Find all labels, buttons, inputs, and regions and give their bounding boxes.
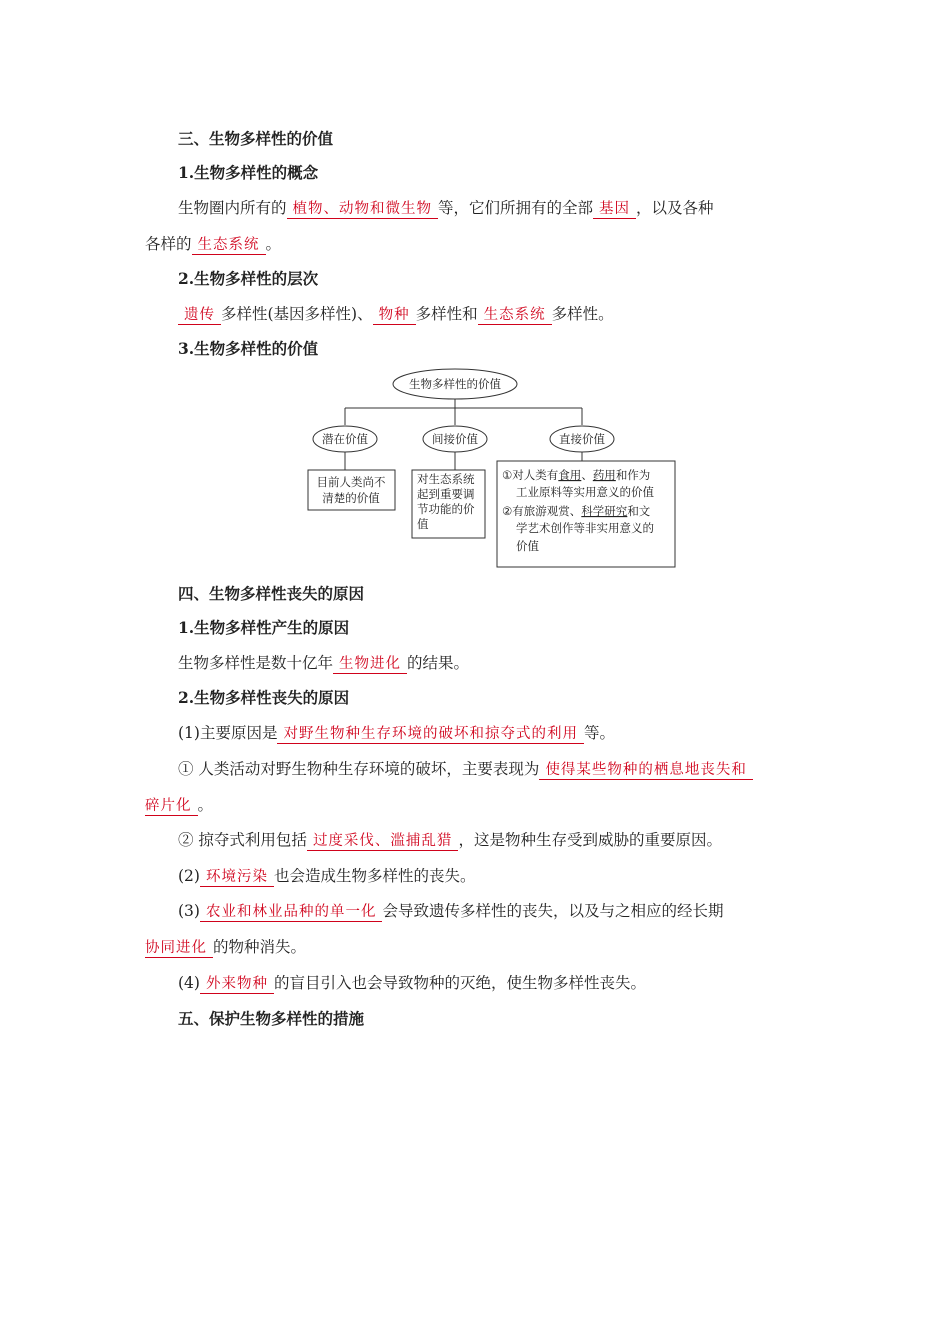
section-3-heading: 三、生物多样性的价值 [178, 129, 334, 148]
direct-desc-4: 学艺术创作等非实用意义的 [516, 521, 654, 535]
potential-label: 潜在价值 [322, 432, 368, 446]
root-label: 生物多样性的价值 [409, 377, 501, 391]
text: ② 掠夺式利用包括 [178, 831, 307, 849]
loss-p3-line-2 [0, 936, 950, 959]
text: 各样的 [145, 235, 192, 253]
origin-line [0, 652, 950, 675]
loss-p1b [0, 829, 950, 852]
loss-p1a-line-2 [0, 794, 950, 817]
loss-p1 [0, 722, 950, 745]
section-4-heading: 四、生物多样性丧失的原因 [178, 584, 365, 603]
answer-blank: 基因 [593, 201, 636, 219]
concept-line-1 [0, 197, 950, 220]
loss-p4 [0, 972, 950, 995]
text: 等，它们所拥有的全部 [438, 199, 594, 217]
text: 。 [265, 235, 282, 253]
indirect-desc-3: 节功能的价 [417, 502, 475, 516]
text: ，以及各种 [636, 199, 714, 217]
answer-blank: 生物进化 [333, 656, 407, 674]
answer-blank: 环境污染 [200, 869, 274, 887]
text: 等。 [583, 724, 615, 742]
text: 生物圈内所有的 [178, 199, 287, 217]
text: 的盲目引入也会导致物种的灭绝，使生物多样性丧失。 [273, 974, 646, 992]
text: 。 [197, 796, 214, 814]
loss-title: 2.生物多样性丧失的原因 [178, 688, 350, 707]
text: 生物多样性是数十亿年 [178, 654, 334, 672]
direct-label: 直接价值 [559, 432, 605, 446]
answer-blank: 外来物种 [200, 976, 274, 994]
value-title: 3.生物多样性的价值 [178, 339, 319, 358]
answer-blank: 协同进化 [145, 940, 213, 958]
text: 多样性和 [415, 305, 478, 323]
concept-line-2 [0, 233, 950, 256]
potential-desc-2: 清楚的价值 [322, 491, 380, 505]
loss-p1a-line-1 [0, 758, 950, 781]
text: (1)主要原因是 [178, 724, 278, 742]
answer-blank: 植物、动物和微生物 [287, 201, 439, 219]
direct-desc-2: 工业原料等实用意义的价值 [516, 485, 654, 499]
direct-desc-1: ①对人类有食用、药用和作为 [502, 468, 651, 482]
answer-blank: 生态系统 [478, 307, 552, 325]
direct-desc-5: 价值 [516, 539, 539, 553]
text: 多样性(基因多样性)、 [221, 305, 373, 323]
answer-blank: 使得某些物种的栖息地丧失和 [539, 762, 753, 780]
levels-title: 2.生物多样性的层次 [178, 269, 319, 288]
text: 的结果。 [407, 654, 470, 672]
answer-blank: 生态系统 [192, 237, 266, 255]
indirect-desc-2: 起到重要调 [417, 487, 475, 501]
indirect-desc-4: 值 [417, 517, 429, 531]
text: 多样性。 [551, 305, 614, 323]
text: 也会造成生物多样性的丧失。 [273, 867, 476, 885]
text: 会导致遗传多样性的丧失，以及与之相应的经长期 [382, 902, 724, 920]
answer-blank: 过度采伐、滥捕乱猎 [307, 833, 459, 851]
answer-blank: 物种 [373, 307, 416, 325]
levels-line [0, 303, 950, 326]
loss-p2 [0, 865, 950, 888]
indirect-label: 间接价值 [432, 432, 478, 446]
text: 的物种消失。 [213, 938, 307, 956]
concept-title: 1.生物多样性的概念 [178, 163, 319, 182]
origin-title: 1.生物多样性产生的原因 [178, 618, 350, 637]
loss-p3-line-1 [0, 900, 950, 923]
direct-desc-3: ②有旅游观赏、科学研究和文 [502, 504, 651, 518]
potential-desc-1: 目前人类尚不 [316, 475, 386, 489]
section-5-heading: 五、保护生物多样性的措施 [178, 1009, 365, 1028]
value-diagram [300, 365, 690, 575]
text: ，这是物种生存受到威胁的重要原因。 [458, 831, 722, 849]
text: (3) [178, 902, 200, 920]
answer-blank: 碎片化 [145, 798, 198, 816]
text: (4) [178, 974, 200, 992]
answer-blank: 遗传 [178, 307, 221, 325]
text: ① 人类活动对野生物种生存环境的破坏，主要表现为 [178, 760, 540, 778]
indirect-desc-1: 对生态系统 [417, 472, 475, 486]
answer-blank: 农业和林业品种的单一化 [200, 904, 383, 922]
text: (2) [178, 867, 200, 885]
answer-blank: 对野生物种生存环境的破坏和掠夺式的利用 [277, 726, 584, 744]
